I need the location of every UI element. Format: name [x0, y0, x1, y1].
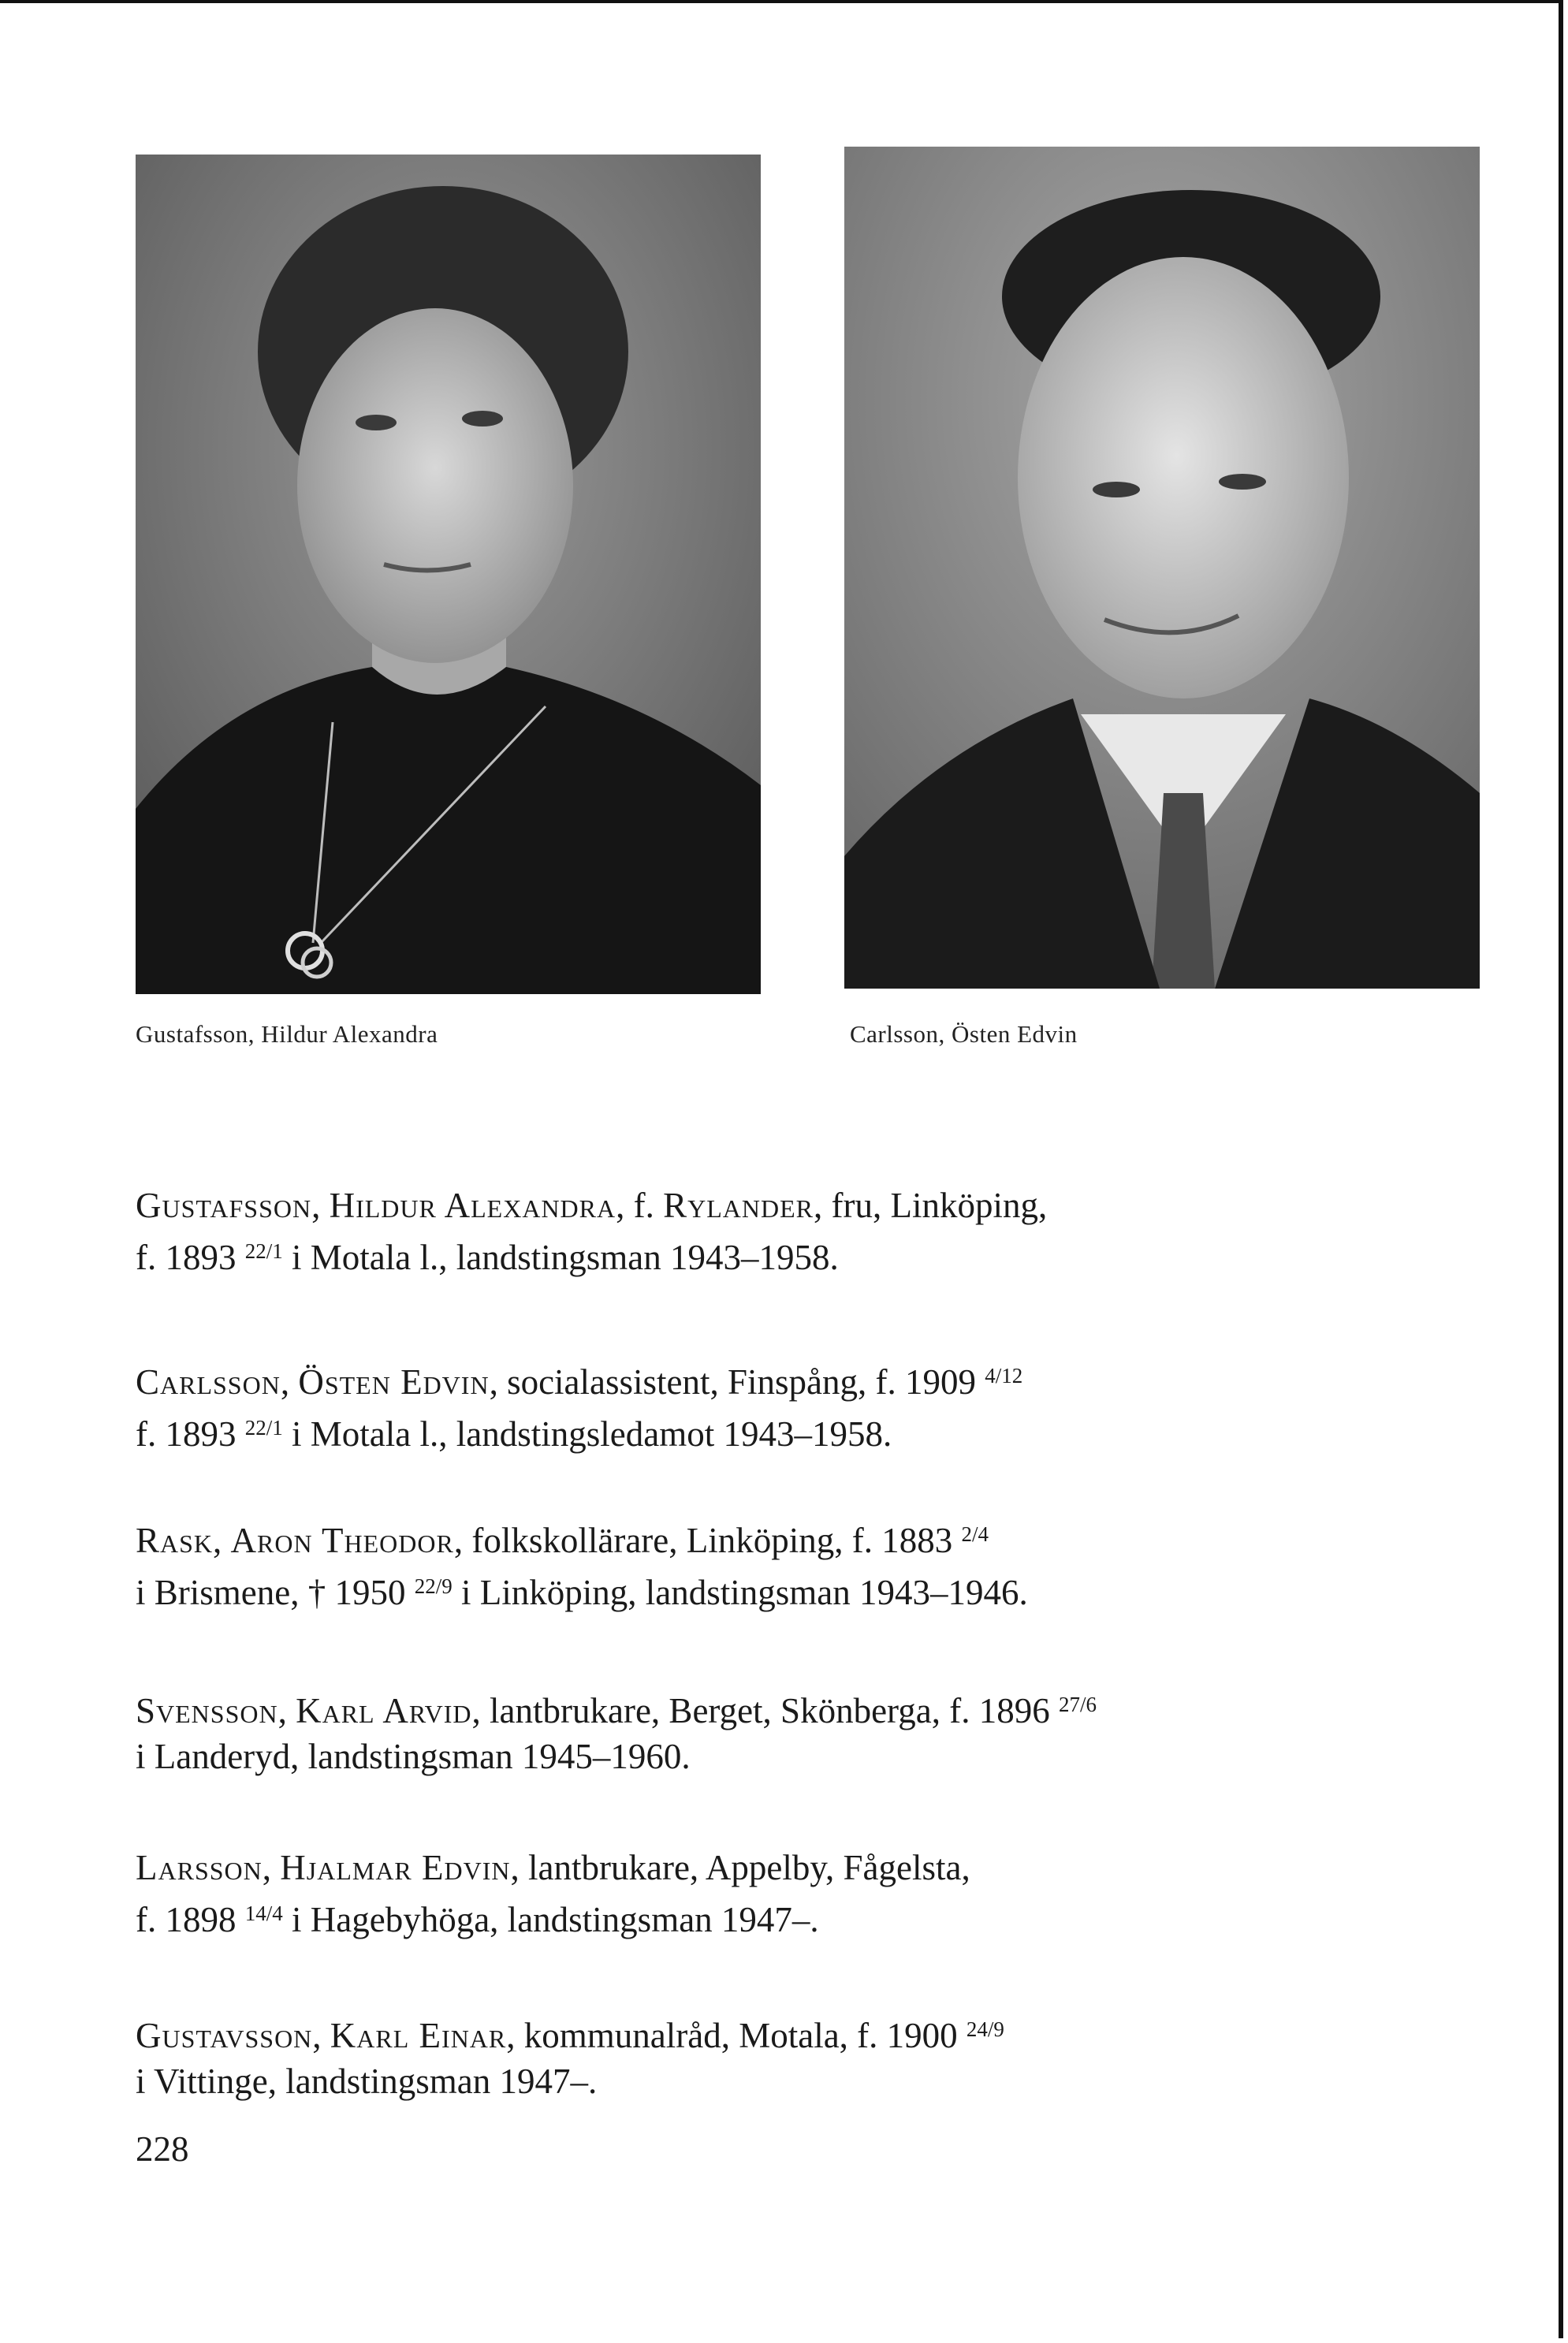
- entry-text: i Linköping, landstingsman 1943–1946.: [452, 1573, 1028, 1612]
- entry-given-names: Karl Arvid: [296, 1691, 472, 1730]
- entry-text: , f.: [616, 1186, 664, 1225]
- entry-text: i Brismene, † 1950: [136, 1573, 415, 1612]
- entry-text: , socialassistent, Finspång, f. 1909: [489, 1362, 985, 1402]
- entry-line: [136, 1228, 1255, 1280]
- biography-entry: [136, 1353, 1255, 1457]
- entry-text: f. 1893: [136, 1414, 245, 1454]
- entry-surname: Svensson: [136, 1691, 278, 1730]
- entry-line: [136, 1405, 1255, 1457]
- entry-line: Rask, Aron Theodor, folkskollärare, Linköping, f. 1883 $^{2/4}$: [136, 1521, 989, 1560]
- entry-line: Svensson, Karl Arvid, lantbrukare, Berget, Skönberga, f. 1896 $^{27/6}$: [136, 1691, 1097, 1730]
- entry-text: , lantbrukare, Appelby, Fågelsta,: [510, 1848, 970, 1887]
- entry-given-names: Karl Einar: [330, 2016, 507, 2055]
- portrait-photo-woman: [136, 155, 761, 994]
- entry-line: Gustavsson, Karl Einar, kommunalråd, Motala, f. 1900 $^{24/9}$: [136, 2016, 1004, 2055]
- biography-entry: [136, 1682, 1255, 1779]
- entry-given-names: Hildur Alexandra: [329, 1186, 616, 1225]
- entry-text: i Motala l., landstingsman 1943–1958.: [282, 1238, 839, 1277]
- entry-date: 2/4: [961, 1522, 989, 1546]
- entry-text: i Motala l., landstingsledamot 1943–1958.: [282, 1414, 892, 1454]
- entry-line: Carlsson, Östen Edvin, socialassistent, Finspång, f. 1909 $^{4/12}$: [136, 1362, 1023, 1402]
- entry-date: 24/9: [966, 2017, 1004, 2041]
- entry-text: i Hagebyhöga, landstingsman 1947–.: [282, 1900, 819, 1939]
- entry-given-names: Aron Theodor: [230, 1521, 454, 1560]
- entry-text: , lantbrukare, Berget, Skönberga, f. 1896: [471, 1691, 1059, 1730]
- entry-surname: Rask: [136, 1521, 214, 1560]
- entry-text: f. 1893: [136, 1238, 245, 1277]
- page-number: 228: [136, 2129, 189, 2169]
- entry-surname: Carlsson: [136, 1362, 281, 1402]
- entry-surname: Larsson: [136, 1848, 263, 1887]
- biography-entry: [136, 1511, 1255, 1615]
- entry-line: Gustafsson, Hildur Alexandra, f. Rylander, fru, Linköping,: [136, 1186, 1048, 1225]
- entry-surname: Gustavsson: [136, 2016, 313, 2055]
- entry-line: i Vittinge, landstingsman 1947–.: [136, 2062, 598, 2101]
- entry-text: , folkskollärare, Linköping, f. 1883: [453, 1521, 962, 1560]
- entry-surname: Gustafsson: [136, 1186, 312, 1225]
- photo-caption-right: Carlsson, Östen Edvin: [850, 1020, 1078, 1048]
- entry-date: 14/4: [244, 1902, 283, 1925]
- biography-entry: [136, 2006, 1255, 2104]
- biography-entry: [136, 1183, 1255, 1280]
- entry-given-names: Hjalmar Edvin: [280, 1848, 511, 1887]
- entry-date: 22/9: [414, 1574, 453, 1598]
- entry-line: [136, 1563, 1255, 1615]
- entry-date: 4/12: [985, 1364, 1023, 1388]
- entry-maiden-name: Rylander: [663, 1186, 814, 1225]
- entry-line: Larsson, Hjalmar Edvin, lantbrukare, Appelby, Fågelsta,: [136, 1848, 970, 1887]
- biography-entry: [136, 1845, 1255, 1943]
- entry-line: [136, 1890, 1255, 1943]
- entry-line: i Landeryd, landstingsman 1945–1960.: [136, 1737, 691, 1776]
- entry-text: , fru, Linköping,: [814, 1186, 1048, 1225]
- entry-given-names: Östen Edvin: [298, 1362, 490, 1402]
- portrait-photo-man: [844, 147, 1480, 989]
- entry-date: 22/1: [244, 1239, 283, 1263]
- entry-text: f. 1898: [136, 1900, 245, 1939]
- entry-date: 27/6: [1058, 1693, 1097, 1716]
- entry-text: , kommunalråd, Motala, f. 1900: [506, 2016, 966, 2055]
- photo-caption-left: Gustafsson, Hildur Alexandra: [136, 1020, 438, 1048]
- entry-date: 22/1: [244, 1416, 283, 1440]
